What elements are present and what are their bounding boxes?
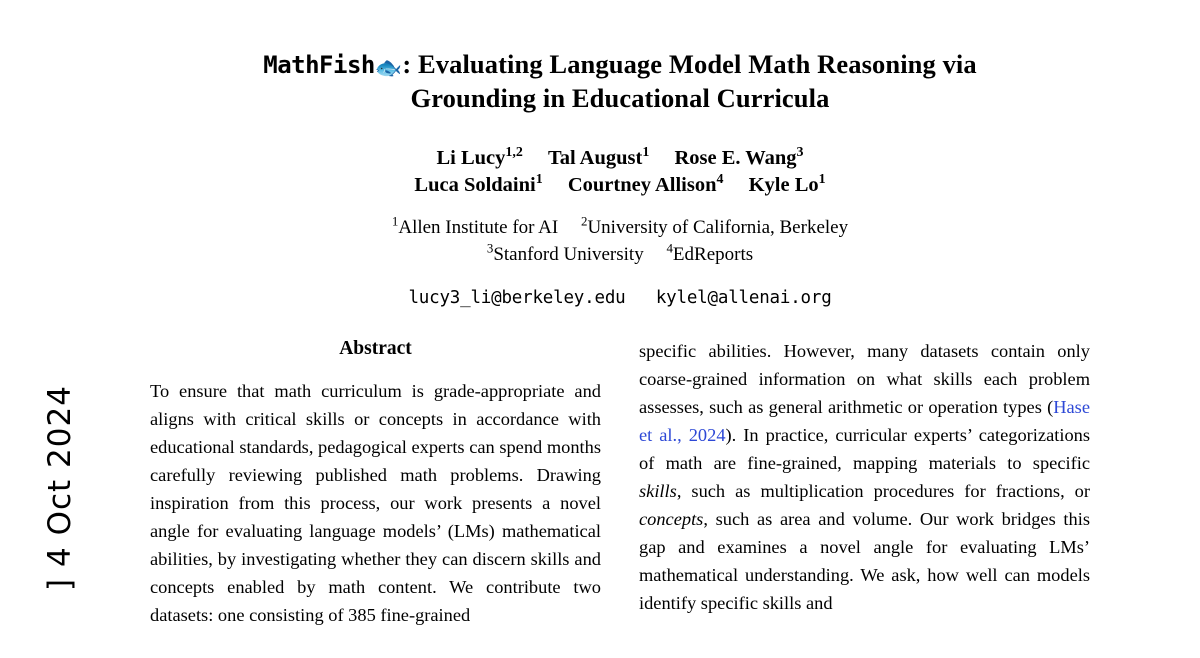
email-list [150,288,1090,308]
two-column-body [150,338,1090,630]
affiliation-row-2 [150,242,1090,269]
author-entry [749,174,826,196]
abstract-text: To ensure that math curriculum is grade-appropriate and aligns with critical skills or concepts in accordance with educational standards, pedagogical experts can spend months carefully reviewing published math problems. Drawing inspiration from this process, our work presents a novel angle for evaluating language models’ (LMs) mathematical abilities, by investigating whether they can discern skills and concepts enabled by math content. We contribute two datasets: one consisting of 385 fine-grained [150,381,601,625]
intro-segment-2: ). In practice, curricular experts’ categorizations of math are fine-grained, mapping materials to specific [639,425,1091,474]
author-list [150,145,1090,200]
fish-icon: 🐟 [374,55,403,80]
author-affil-marker: 3 [796,144,804,160]
citation-link[interactable]: Hase et al., 2024 [639,397,1090,446]
intro-segment-1: specific abilities. However, many datasets contain only coarse-grained information on what skills each problem assesses, such as general arithmetic or operation types ( [639,341,1090,418]
intro-italic-concepts: concepts [639,508,704,529]
author-entry [547,144,650,169]
author-entry [414,174,542,196]
abstract-heading: Abstract [339,338,412,360]
affiliation-entry [666,240,754,265]
arxiv-side-stamp: ] 4 Oct 2024 [42,385,78,591]
affiliation-marker: 3 [486,240,494,256]
affiliation-marker: 2 [580,213,588,229]
author-affil-marker: 1 [535,172,543,188]
email-address[interactable]: kylel@allenai.org [655,288,832,309]
title-mathfish-token: MathFish [263,51,375,79]
author-affil-marker: 1 [818,172,826,188]
email-address[interactable]: lucy3_li@berkeley.edu [408,288,626,309]
intro-segment-3: , such as multiplication procedures for fractions, or [676,481,1090,501]
author-entry [674,144,804,169]
author-row-1 [150,145,1090,173]
intro-italic-skills: skills [639,481,677,501]
author-name: Tal August [547,146,643,169]
column-right [639,338,1090,630]
affiliation-entry [486,240,644,265]
affiliation-entry [391,213,559,238]
author-affil-marker: 4 [716,172,724,188]
author-entry [436,144,523,169]
affiliation-name: University of California, Berkeley [587,216,849,238]
affiliation-row-1 [150,215,1090,242]
author-name: Kyle Lo [748,174,819,197]
author-entry [568,174,724,196]
author-name: Courtney Allison [567,174,717,197]
author-row-2 [150,172,1090,200]
paper-content [150,0,1090,630]
intro-segment-4: , such as area and volume. Our work bridges this gap and examines a novel angle for evaluating LMs’ mathematical understanding. We ask, how well can models identify specific skills and [639,508,1090,613]
affiliation-name: Stanford University [493,243,644,265]
affiliation-marker: 1 [391,213,399,229]
title-rest: : Evaluating Language Model Math Reasoning via [402,49,977,79]
author-affil-marker: 1 [642,144,650,160]
author-name: Luca Soldaini [414,174,536,197]
author-name: Li Lucy [436,146,506,169]
introduction-text [639,338,1090,618]
author-name: Rose E. Wang [674,146,797,169]
page-title [150,48,1090,115]
column-left [150,338,601,630]
affiliation-name: EdReports [672,243,754,265]
title-line-2: Grounding in Educational Curricula [410,82,830,113]
affiliation-list [150,215,1090,268]
author-affil-marker: 1,2 [505,144,523,160]
affiliation-entry [580,213,849,238]
affiliation-name: Allen Institute for AI [398,216,559,238]
affiliation-marker: 4 [666,240,673,256]
